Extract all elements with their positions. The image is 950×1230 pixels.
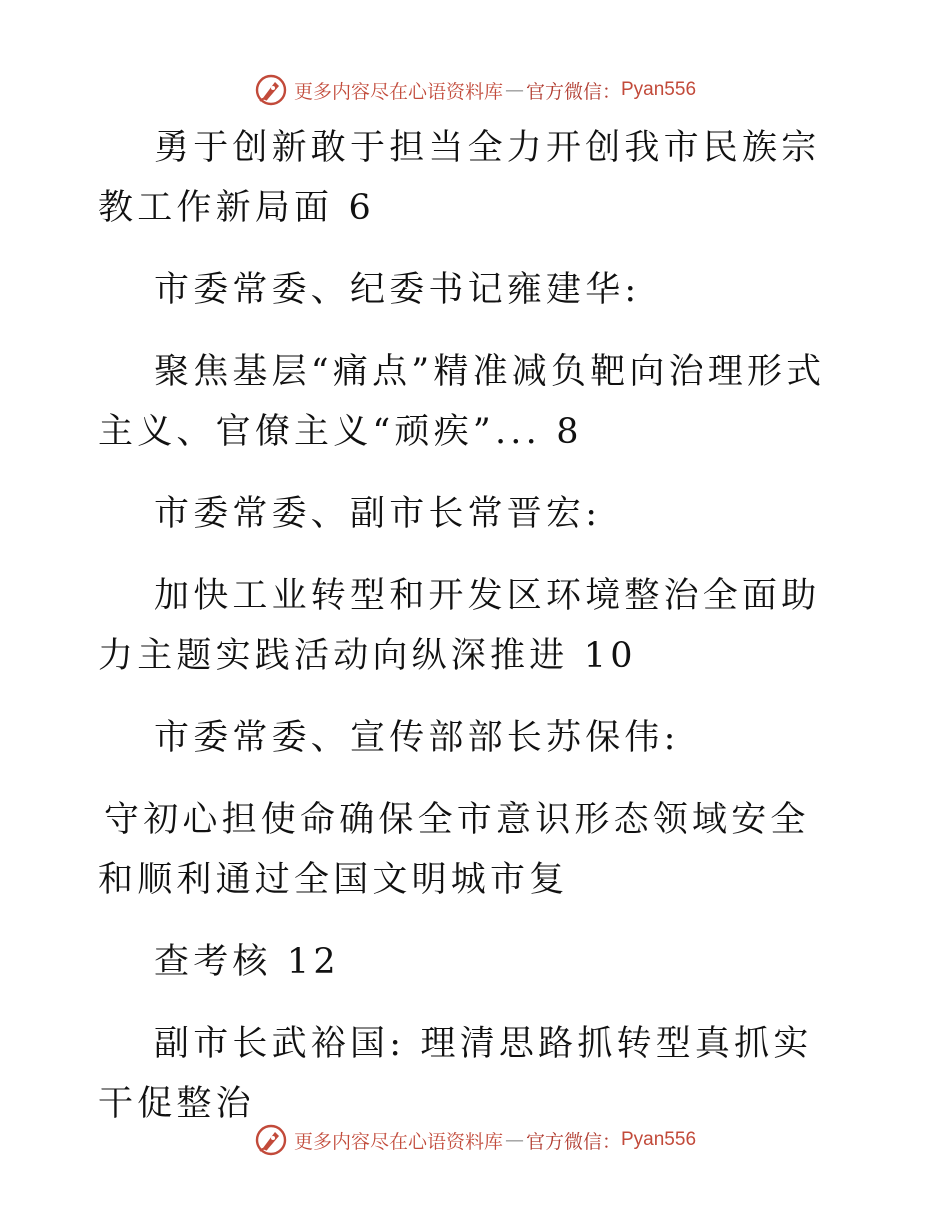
toc-entry: 勇于创新敢于担当全力开创我市民族宗教工作新局面 6 xyxy=(98,128,821,228)
banner-dash: — xyxy=(504,1129,524,1151)
header-banner xyxy=(0,70,950,110)
toc-author: 市委常委、宣传部部长苏保伟: xyxy=(154,718,680,758)
banner-handle: Pyan556 xyxy=(621,1129,697,1150)
banner-wechat-label: 官方微信： xyxy=(525,1130,621,1153)
toc-entry: 守初心担使命确保全市意识形态领域安全和顺利通过全国文明城市复 xyxy=(98,800,810,900)
document-body xyxy=(98,118,842,1156)
pen-nib-logo-icon xyxy=(254,73,288,107)
toc-author: 市委常委、副市长常晋宏: xyxy=(154,494,602,534)
toc-entry-continued: 查考核 12 xyxy=(154,942,340,982)
banner-dash: — xyxy=(504,79,524,101)
banner-site-text: 更多内容尽在心语资料库 xyxy=(293,1130,503,1153)
banner-handle: Pyan556 xyxy=(621,79,697,100)
toc-entry: 副市长武裕国: 理清思路抓转型真抓实干促整治 xyxy=(98,1024,813,1124)
footer-banner xyxy=(0,1120,950,1160)
toc-author: 市委常委、纪委书记雍建华: xyxy=(154,270,641,310)
banner-site-text: 更多内容尽在心语资料库 xyxy=(293,80,503,103)
toc-entry: 聚焦基层“痛点”精准减负靶向治理形式主义、官僚主义“顽疾”... 8 xyxy=(98,352,826,452)
toc-entry: 加快工业转型和开发区环境整治全面助力主题实践活动向纵深推进 10 xyxy=(98,576,821,676)
banner-wechat-label: 官方微信： xyxy=(525,80,621,103)
pen-nib-logo-icon xyxy=(254,1123,288,1157)
